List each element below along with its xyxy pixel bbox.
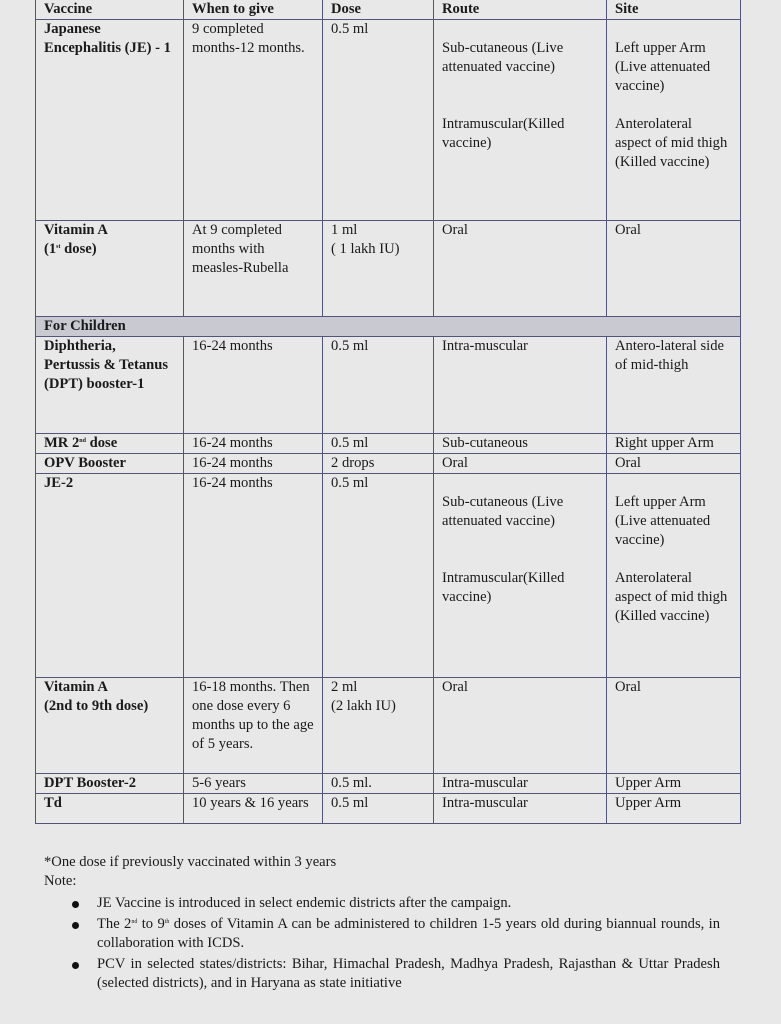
site-killed: Anterolateral aspect of mid thigh (Killed vaccine) [615, 116, 728, 170]
dose-cell: 0.5 ml [323, 434, 434, 454]
when-cell: 16-24 months [184, 474, 323, 678]
table-row [36, 20, 741, 221]
route-cell [434, 20, 607, 221]
dose-units: ( 1 lakh IU) [331, 241, 400, 257]
vaccine-cell: DPT Booster-2 [36, 774, 184, 794]
site-killed: Anterolateral aspect of mid thigh (Killed vaccine) [615, 570, 728, 624]
vaccine-cell [36, 221, 184, 317]
route-live: Sub-cutaneous (Live attenuated vaccine) [442, 494, 564, 529]
when-cell: 16-24 months [184, 434, 323, 454]
route-cell: Intra-muscular [434, 774, 607, 794]
route-cell: Intra-muscular [434, 794, 607, 824]
vaccine-dose-number: (2nd to 9th dose) [44, 698, 149, 714]
header-dose: Dose [323, 0, 434, 20]
dose-cell: 0.5 ml [323, 337, 434, 434]
dose-cell: 0.5 ml [323, 794, 434, 824]
header-when-to-give: When to give [184, 0, 323, 20]
dose-cell [323, 221, 434, 317]
site-cell [607, 20, 741, 221]
vaccine-cell: Diphtheria, Pertussis & Tetanus (DPT) booster-1 [36, 337, 184, 434]
vaccination-schedule-table [35, 0, 741, 824]
dose-cell: 0.5 ml [323, 474, 434, 678]
list-item: The 2nd to 9th doses of Vitamin A can be administered to children 1-5 years old during biannual rounds, in collaboration with ICDS. [44, 915, 720, 953]
site-cell: Right upper Arm [607, 434, 741, 454]
site-live: Left upper Arm (Live attenuated vaccine) [615, 494, 711, 548]
table-row [36, 337, 741, 434]
route-live: Sub-cutaneous (Live attenuated vaccine) [442, 40, 564, 75]
when-cell: 16-24 months [184, 337, 323, 434]
route-cell [434, 474, 607, 678]
route-cell: Oral [434, 454, 607, 474]
section-children-label: For Children [36, 317, 741, 337]
header-site: Site [607, 0, 741, 20]
route-cell: Intra-muscular [434, 337, 607, 434]
dose-volume: 1 ml [331, 222, 358, 238]
notes-list [44, 894, 744, 993]
when-cell: At 9 completed months with measles-Rubella [184, 221, 323, 317]
table-row [36, 434, 741, 454]
site-cell [607, 474, 741, 678]
when-cell: 16-18 months. Then one dose every 6 months up to the age of 5 years. [184, 678, 323, 774]
vaccine-cell: OPV Booster [36, 454, 184, 474]
route-killed: Intramuscular(Killed vaccine) [442, 570, 565, 605]
dose-volume: 2 ml [331, 679, 358, 695]
vaccine-cell: MR 2nd dose [36, 434, 184, 454]
vaccine-cell: Td [36, 794, 184, 824]
dose-units: (2 lakh IU) [331, 698, 396, 714]
site-cell: Oral [607, 454, 741, 474]
route-cell: Oral [434, 221, 607, 317]
bullet-icon [72, 922, 79, 929]
route-killed: Intramuscular(Killed vaccine) [442, 116, 565, 151]
list-item: JE Vaccine is introduced in select endemic districts after the campaign. [44, 894, 720, 913]
bullet-icon [72, 901, 79, 908]
dose-cell: 2 drops [323, 454, 434, 474]
note-label: Note: [44, 873, 77, 889]
table-row [36, 678, 741, 774]
dose-cell: 0.5 ml [323, 20, 434, 221]
vaccine-name: Vitamin A [44, 222, 108, 238]
route-cell: Sub-cutaneous [434, 434, 607, 454]
vaccine-cell [36, 678, 184, 774]
when-cell: 10 years & 16 years [184, 794, 323, 824]
when-cell: 5-6 years [184, 774, 323, 794]
vaccine-name: Vitamin A [44, 679, 108, 695]
site-cell: Upper Arm [607, 774, 741, 794]
site-live: Left upper Arm (Live attenuated vaccine) [615, 40, 711, 94]
dose-cell: 0.5 ml. [323, 774, 434, 794]
table-row [36, 454, 741, 474]
dose-cell [323, 678, 434, 774]
when-cell: 9 completed months-12 months. [184, 20, 323, 221]
header-route: Route [434, 0, 607, 20]
site-cell: Antero-lateral side of mid-thigh [607, 337, 741, 434]
list-item: PCV in selected states/districts: Bihar, Himachal Pradesh, Madhya Pradesh, Rajasthan & Uttar Pradesh (selected districts), and in Haryana as state initiative [44, 955, 720, 993]
section-header-row [36, 317, 741, 337]
table-header-row [36, 0, 741, 20]
notes-section [44, 853, 744, 995]
vaccine-cell: JE-2 [36, 474, 184, 678]
table-row [36, 221, 741, 317]
table-row [36, 474, 741, 678]
vaccine-cell: Japanese Encephalitis (JE) - 1 [36, 20, 184, 221]
header-vaccine: Vaccine [36, 0, 184, 20]
site-cell: Upper Arm [607, 794, 741, 824]
site-cell: Oral [607, 678, 741, 774]
bullet-icon [72, 962, 79, 969]
route-cell: Oral [434, 678, 607, 774]
when-cell: 16-24 months [184, 454, 323, 474]
vaccine-dose-number: (1st dose) [44, 241, 97, 257]
table-row [36, 774, 741, 794]
site-cell: Oral [607, 221, 741, 317]
footnote: *One dose if previously vaccinated within 3 years [44, 854, 337, 870]
table-row [36, 794, 741, 824]
